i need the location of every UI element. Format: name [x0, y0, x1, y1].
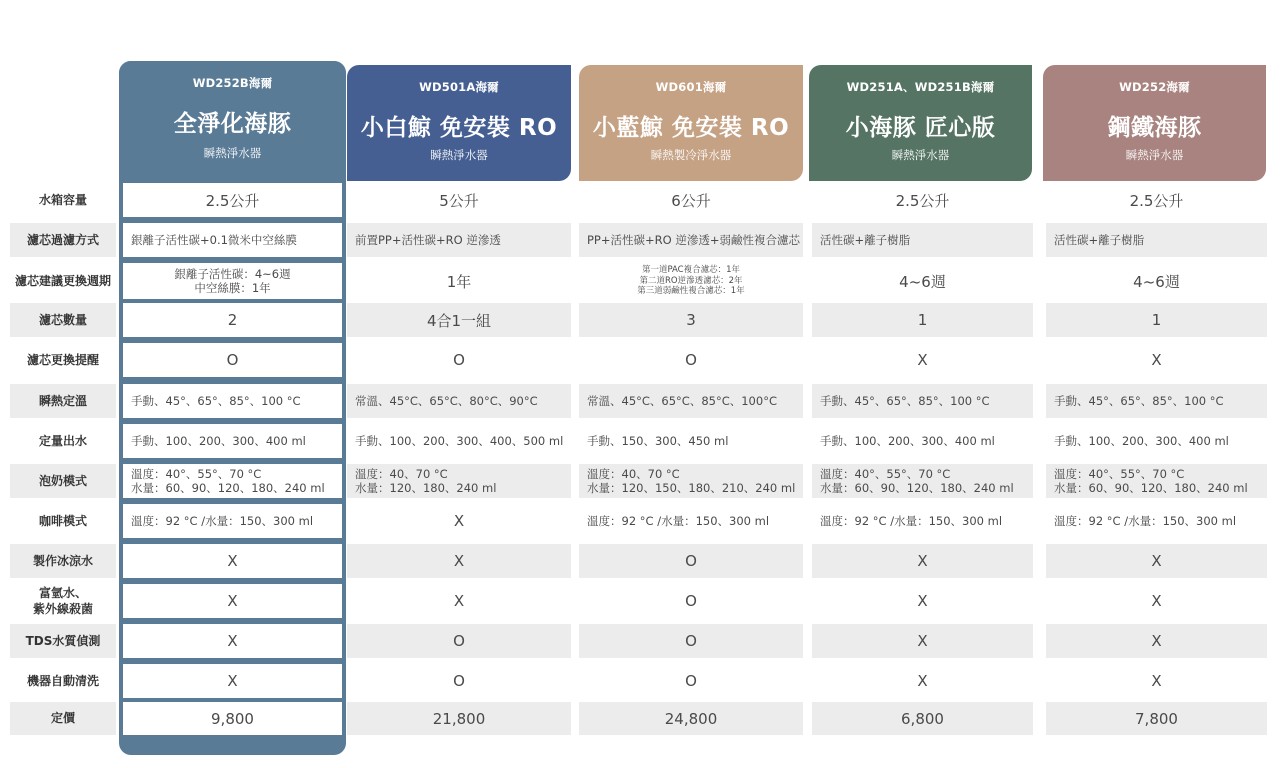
spec-value: O — [226, 351, 239, 369]
spec-cell — [347, 504, 571, 538]
spec-value: 前置PP+活性碳+RO 逆滲透 — [355, 233, 501, 247]
spec-value: 手動、100、200、300、400 ml — [1054, 434, 1229, 448]
spec-cell — [579, 263, 803, 299]
spec-cell — [812, 702, 1033, 735]
spec-cell — [1046, 384, 1267, 418]
spec-value: X — [1151, 672, 1162, 690]
spec-cell — [1046, 183, 1267, 217]
spec-value: 9,800 — [211, 709, 254, 728]
spec-value: X — [917, 351, 928, 369]
spec-value: X — [453, 512, 465, 530]
spec-cell — [812, 384, 1033, 418]
spec-cell — [1046, 464, 1267, 498]
spec-cell — [812, 223, 1033, 257]
spec-cell — [1046, 664, 1267, 698]
spec-value: O — [453, 672, 465, 690]
spec-cell — [347, 384, 571, 418]
spec-value: X — [917, 552, 928, 570]
product-type: 瞬熱淨水器 — [1125, 148, 1184, 162]
spec-cell — [347, 183, 571, 217]
spec-value: X — [917, 672, 928, 690]
spec-cell — [812, 424, 1033, 458]
spec-value: X — [1151, 552, 1162, 570]
spec-cell — [812, 544, 1033, 578]
product-model: WD251A、WD251B海爾 — [846, 80, 995, 94]
spec-value: 常溫、45°C、65°C、80°C、90°C — [355, 394, 538, 408]
spec-value: 銀離子活性碳：4~6週 中空絲膜：1年 — [174, 266, 291, 295]
spec-cell — [347, 664, 571, 698]
spec-cell — [123, 702, 342, 735]
product-model: WD501A海爾 — [419, 80, 499, 94]
spec-value: 手動、100、200、300、400 ml — [820, 434, 995, 448]
spec-value: 溫度：92 °C /水量：150、300 ml — [1054, 514, 1237, 528]
spec-value: 4合1一組 — [426, 311, 492, 330]
product-model: WD252B海爾 — [192, 76, 273, 90]
spec-cell — [123, 303, 342, 337]
spec-cell — [347, 223, 571, 257]
spec-cell — [579, 504, 803, 538]
spec-value: 手動、45°、65°、85°、100 °C — [131, 394, 301, 408]
product-header-3 — [579, 65, 803, 181]
spec-value: 手動、100、200、300、400、500 ml — [355, 434, 564, 448]
row-label: 製作冰涼水 — [10, 544, 116, 578]
spec-cell — [579, 303, 803, 337]
spec-value: X — [227, 552, 238, 570]
row-label: 濾芯過濾方式 — [10, 223, 116, 257]
spec-cell — [579, 544, 803, 578]
spec-cell — [1046, 263, 1267, 299]
spec-value: X — [917, 632, 928, 650]
product-header-1 — [119, 61, 346, 181]
spec-value: 活性碳+離子樹脂 — [820, 233, 911, 247]
spec-cell — [1046, 424, 1267, 458]
product-name: 小藍鯨 免安裝 RO — [592, 115, 790, 141]
spec-value: 手動、45°、65°、85°、100 °C — [820, 394, 990, 408]
spec-value: 7,800 — [1135, 709, 1178, 728]
spec-value: O — [685, 552, 697, 570]
spec-value: X — [1151, 351, 1162, 369]
spec-cell — [812, 263, 1033, 299]
spec-cell — [579, 702, 803, 735]
spec-cell — [812, 303, 1033, 337]
product-model: WD252海爾 — [1119, 80, 1190, 94]
spec-value: 1 — [917, 311, 928, 329]
spec-value: 2.5公升 — [895, 191, 950, 210]
spec-value: 溫度：40、70 °C 水量：120、150、180、210、240 ml — [587, 466, 796, 495]
spec-value: X — [917, 592, 928, 610]
spec-value: 手動、45°、65°、85°、100 °C — [1054, 394, 1224, 408]
row-label: 富氫水、 紫外線殺菌 — [32, 585, 93, 616]
spec-value: O — [453, 632, 465, 650]
product-name: 鋼鐵海豚 — [1107, 115, 1202, 141]
spec-value: O — [685, 592, 697, 610]
spec-cell — [123, 424, 342, 458]
spec-value: 活性碳+離子樹脂 — [1054, 233, 1145, 247]
spec-cell — [579, 464, 803, 498]
spec-cell — [1046, 303, 1267, 337]
spec-cell — [1046, 624, 1267, 658]
row-label: 咖啡模式 — [38, 513, 87, 528]
spec-cell — [579, 384, 803, 418]
spec-cell — [123, 183, 342, 217]
row-label: 濾芯數量 — [10, 303, 116, 337]
product-name: 小白鯨 免安裝 RO — [360, 115, 558, 141]
spec-value: 4~6週 — [899, 272, 946, 291]
spec-value: PP+活性碳+RO 逆滲透+弱鹼性複合濾芯 — [587, 233, 800, 247]
spec-value: 銀離子活性碳+0.1微米中空絲膜 — [131, 233, 297, 247]
spec-cell — [812, 624, 1033, 658]
spec-value: 24,800 — [664, 709, 718, 728]
product-name: 全淨化海豚 — [173, 111, 292, 137]
product-type: 瞬熱淨水器 — [203, 146, 262, 160]
spec-cell — [812, 343, 1033, 377]
spec-cell — [347, 702, 571, 735]
row-label: 定量出水 — [38, 433, 87, 448]
spec-value: X — [1151, 632, 1162, 650]
row-label: 濾芯更換提醒 — [26, 352, 99, 367]
spec-value: 常溫、45°C、65°C、85°C、100°C — [587, 394, 777, 408]
spec-cell — [347, 464, 571, 498]
spec-cell — [1046, 223, 1267, 257]
spec-cell — [1046, 343, 1267, 377]
spec-cell — [579, 223, 803, 257]
product-model: WD601海爾 — [655, 80, 727, 94]
spec-value: 溫度：40、70 °C 水量：120、180、240 ml — [355, 466, 497, 495]
spec-cell — [347, 544, 571, 578]
spec-value: 溫度：92 °C /水量：150、300 ml — [587, 514, 770, 528]
row-label: 定價 — [10, 702, 116, 735]
spec-value: X — [227, 672, 238, 690]
spec-cell — [347, 343, 571, 377]
spec-cell — [812, 183, 1033, 217]
spec-value: O — [685, 672, 697, 690]
product-type: 瞬熱淨水器 — [891, 148, 950, 162]
spec-value: 2 — [227, 311, 238, 329]
spec-cell — [579, 183, 803, 217]
spec-value: 手動、100、200、300、400 ml — [131, 434, 306, 448]
spec-value: 溫度：92 °C /水量：150、300 ml — [820, 514, 1003, 528]
spec-cell — [347, 584, 571, 618]
product-name: 小海豚 匠心版 — [845, 115, 996, 141]
spec-value: X — [227, 632, 238, 650]
spec-value: 6公升 — [671, 191, 711, 210]
spec-value: X — [1151, 592, 1162, 610]
spec-cell — [123, 664, 342, 698]
spec-value: 21,800 — [432, 709, 486, 728]
row-label: 機器自動清洗 — [26, 673, 99, 688]
spec-value: O — [453, 351, 465, 369]
spec-cell — [123, 504, 342, 538]
spec-value: 手動、150、300、450 ml — [587, 434, 729, 448]
spec-value: 溫度：40°、55°、70 °C 水量：60、90、120、180、240 ml — [820, 466, 1014, 495]
spec-value: 溫度：92 °C /水量：150、300 ml — [131, 514, 314, 528]
spec-cell — [812, 664, 1033, 698]
spec-value: 3 — [686, 311, 696, 329]
spec-cell — [123, 223, 342, 257]
spec-cell — [812, 504, 1033, 538]
spec-value: 4~6週 — [1133, 272, 1180, 291]
spec-cell — [123, 464, 342, 498]
spec-value: 5公升 — [439, 191, 479, 210]
spec-value: 1年 — [446, 272, 472, 291]
spec-value: X — [453, 592, 465, 610]
spec-cell — [579, 624, 803, 658]
spec-cell — [123, 544, 342, 578]
spec-cell — [347, 424, 571, 458]
spec-cell — [347, 303, 571, 337]
spec-cell — [123, 384, 342, 418]
spec-cell — [579, 424, 803, 458]
product-header-4 — [809, 65, 1032, 181]
spec-cell — [812, 464, 1033, 498]
product-header-5 — [1043, 65, 1266, 181]
spec-cell — [123, 624, 342, 658]
spec-value: X — [453, 552, 465, 570]
spec-value: O — [685, 351, 697, 369]
spec-cell — [1046, 504, 1267, 538]
product-type: 瞬熱製冷淨水器 — [650, 148, 732, 162]
spec-value: 第一道PAC複合濾芯：1年 第二道RO逆滲透濾芯：2年 第三道弱鹼性複合濾芯：1年 — [637, 265, 745, 297]
spec-cell — [1046, 584, 1267, 618]
product-header-2 — [347, 65, 571, 181]
product-type: 瞬熱淨水器 — [430, 148, 488, 162]
spec-cell — [579, 584, 803, 618]
spec-cell — [347, 263, 571, 299]
spec-value: 2.5公升 — [1129, 191, 1184, 210]
spec-value: 2.5公升 — [205, 191, 260, 210]
spec-cell — [123, 584, 342, 618]
spec-cell — [347, 624, 571, 658]
spec-cell — [123, 263, 342, 299]
spec-cell — [579, 343, 803, 377]
spec-value: 1 — [1151, 311, 1162, 329]
row-label: TDS水質偵測 — [10, 624, 116, 658]
row-label: 泡奶模式 — [10, 464, 116, 498]
row-label: 濾芯建議更換週期 — [14, 273, 111, 288]
spec-value: O — [685, 632, 697, 650]
spec-cell — [123, 343, 342, 377]
spec-value: 6,800 — [901, 709, 944, 728]
spec-value: 溫度：40°、55°、70 °C 水量：60、90、120、180、240 ml — [1054, 466, 1248, 495]
spec-value: 溫度：40°、55°、70 °C 水量：60、90、120、180、240 ml — [131, 466, 325, 495]
spec-cell — [812, 584, 1033, 618]
row-label: 水箱容量 — [38, 192, 87, 207]
spec-value: X — [227, 592, 238, 610]
spec-cell — [1046, 702, 1267, 735]
row-label: 瞬熱定溫 — [10, 384, 116, 418]
spec-cell — [1046, 544, 1267, 578]
spec-cell — [579, 664, 803, 698]
